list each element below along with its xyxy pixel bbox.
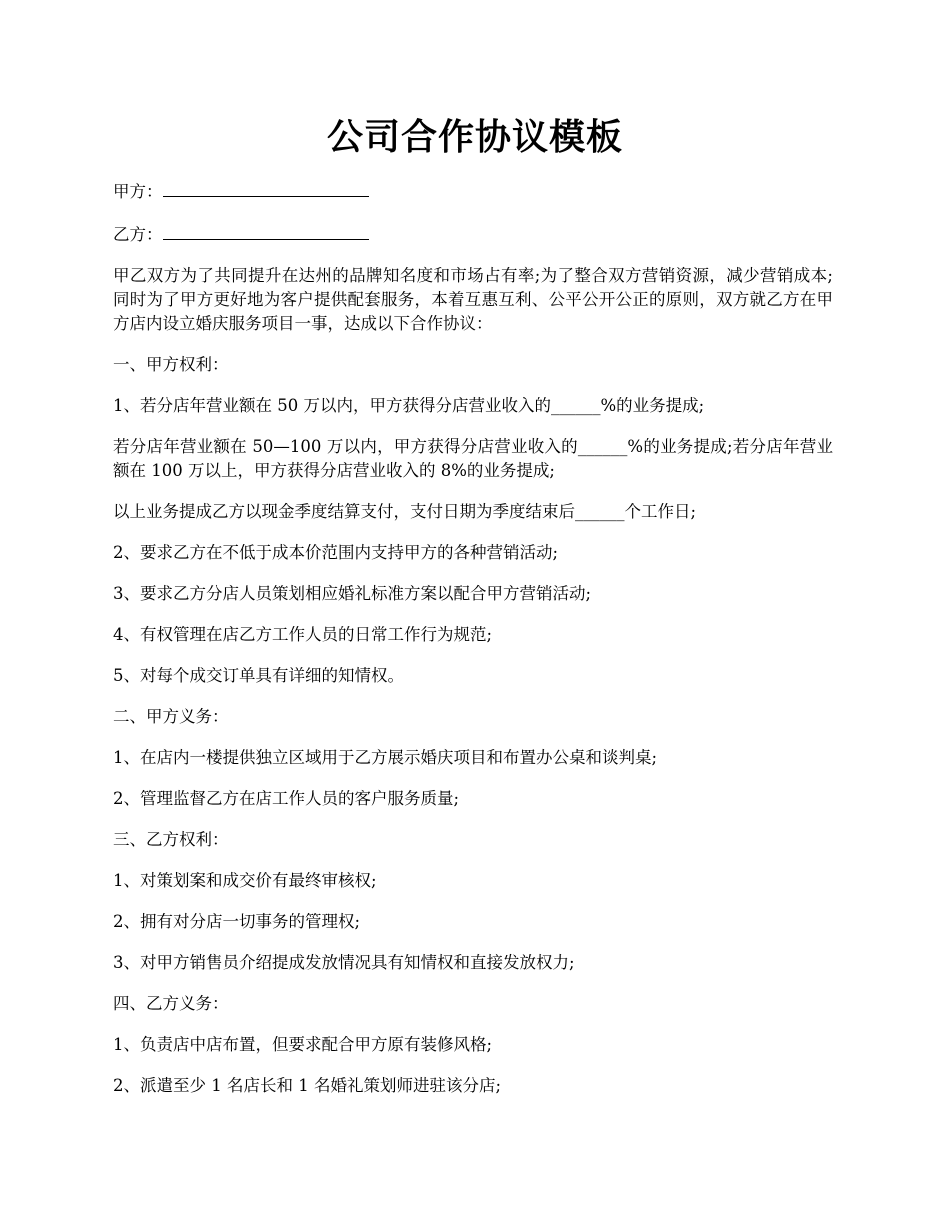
clause-paragraph: 若分店年营业额在 50—100 万以内，甲方获得分店营业收入的______%的业务提成;若分店年营业额在 100 万以上，甲方获得分店营业收入的 8%的业务提成; (113, 437, 833, 480)
clause-paragraph: 3、对甲方销售员介绍提成发放情况具有知情权和直接发放权力; (113, 953, 575, 972)
clause-paragraph: 2、拥有对分店一切事务的管理权; (113, 912, 361, 931)
party-a-blank (163, 178, 369, 197)
document-title: 公司合作协议模板 (326, 116, 623, 158)
party-b-line (113, 221, 833, 247)
clause-paragraph: 1、若分店年营业额在 50 万以内，甲方获得分店营业收入的______%的业务提成; (113, 396, 705, 415)
party-a-line (113, 178, 833, 204)
section-heading-party-a-rights: 一、甲方权利： (113, 355, 229, 374)
party-b-blank (163, 221, 369, 240)
section-heading-party-b-obligations: 四、乙方义务： (113, 994, 229, 1013)
party-b-label: 乙方： (113, 225, 163, 244)
clause-paragraph: 1、对策划案和成交价有最终审核权; (113, 871, 377, 890)
clause-paragraph: 5、对每个成交订单具有详细的知情权。 (113, 666, 404, 685)
clause-paragraph: 2、要求乙方在不低于成本价范围内支持甲方的各种营销活动; (113, 543, 559, 562)
clause-paragraph: 3、要求乙方分店人员策划相应婚礼标准方案以配合甲方营销活动; (113, 584, 592, 603)
clause-paragraph: 2、管理监督乙方在店工作人员的客户服务质量; (113, 789, 460, 808)
intro-paragraph: 甲乙双方为了共同提升在达州的品牌知名度和市场占有率;为了整合双方营销资源，减少营销成本;同时为了甲方更好地为客户提供配套服务，本着互惠互利、公平公开公正的原则，双方就乙方在甲方店内设立婚庆服务项目一事，达成以下合作协议： (113, 266, 833, 333)
document-body (113, 178, 833, 1115)
clause-paragraph: 1、负责店中店布置，但要求配合甲方原有装修风格; (113, 1035, 493, 1054)
clause-paragraph: 2、派遣至少 1 名店长和 1 名婚礼策划师进驻该分店; (113, 1076, 502, 1095)
party-a-label: 甲方： (113, 182, 163, 201)
section-heading-party-b-rights: 三、乙方权利： (113, 830, 229, 849)
clause-paragraph: 以上业务提成乙方以现金季度结算支付，支付日期为季度结束后______个工作日; (113, 502, 697, 521)
clause-paragraph: 1、在店内一楼提供独立区域用于乙方展示婚庆项目和布置办公桌和谈判桌; (113, 748, 658, 767)
section-heading-party-a-obligations: 二、甲方义务： (113, 707, 229, 726)
clause-paragraph: 4、有权管理在店乙方工作人员的日常工作行为规范; (113, 625, 493, 644)
